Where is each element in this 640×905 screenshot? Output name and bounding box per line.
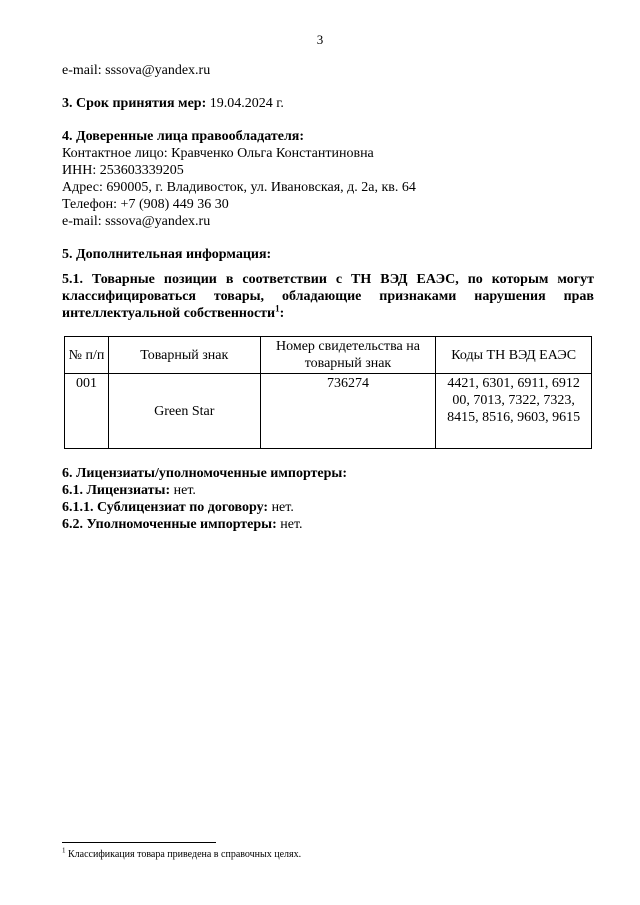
section-4-heading: 4. Доверенные лица правообладателя: bbox=[62, 129, 305, 144]
page-number: 3 bbox=[316, 32, 324, 47]
email-top: e-mail: sssova@yandex.ru bbox=[62, 63, 211, 78]
footnote-reference: 1 bbox=[275, 303, 280, 314]
footnote bbox=[62, 846, 302, 861]
header-num: № п/п bbox=[65, 337, 109, 374]
header-mark: Товарный знак bbox=[108, 337, 260, 374]
section-6-1-1: 6.1.1. Сублицензиат по договору: нет. bbox=[62, 500, 294, 515]
cell-mark: Green Star bbox=[108, 374, 260, 449]
section-5-heading: 5. Дополнительная информация: bbox=[62, 247, 272, 262]
section-6-1: 6.1. Лицензиаты: нет. bbox=[62, 483, 196, 498]
header-cert: Номер свидетельства на товарный знак bbox=[260, 337, 436, 374]
cell-cert: 736274 bbox=[260, 374, 436, 449]
section-6-heading: 6. Лицензиаты/уполномоченные импортеры: bbox=[62, 466, 348, 481]
document-body bbox=[62, 62, 594, 533]
header-codes: Коды ТН ВЭД ЕАЭС bbox=[436, 337, 592, 374]
phone: Телефон: +7 (908) 449 36 30 bbox=[62, 197, 229, 212]
table-header-row bbox=[65, 337, 592, 374]
cell-codes: 4421, 6301, 6911, 6912 00, 7013, 7322, 7323, 8415, 8516, 9603, 9615 bbox=[436, 374, 592, 449]
contact-person: Контактное лицо: Кравченко Ольга Константиновна bbox=[62, 146, 374, 161]
cell-num: 001 bbox=[65, 374, 109, 449]
section-3-value: 19.04.2024 г. bbox=[206, 96, 284, 111]
inn: ИНН: 253603339205 bbox=[62, 163, 184, 178]
footnote-divider bbox=[62, 842, 216, 843]
section-3-heading: 3. Срок принятия мер: bbox=[62, 96, 207, 111]
trademark-table bbox=[64, 336, 592, 449]
email: e-mail: sssova@yandex.ru bbox=[62, 214, 211, 229]
address: Адрес: 690005, г. Владивосток, ул. Ивановская, д. 2а, кв. 64 bbox=[62, 180, 416, 195]
footnote-text: Классификация товара приведена в справочных целях. bbox=[65, 849, 302, 860]
footnote-mark: 1 bbox=[62, 846, 66, 855]
section-3 bbox=[62, 95, 594, 112]
section-5-1-heading: 5.1. Товарные позиции в соответствии с ТН ВЭД ЕАЭС, по которым могут классифицироваться товары, обладающие признаками нарушения прав интеллектуальной собственности$^1$: bbox=[62, 272, 594, 321]
section-6-2: 6.2. Уполномоченные импортеры: нет. bbox=[62, 517, 303, 532]
table-row bbox=[65, 374, 592, 449]
